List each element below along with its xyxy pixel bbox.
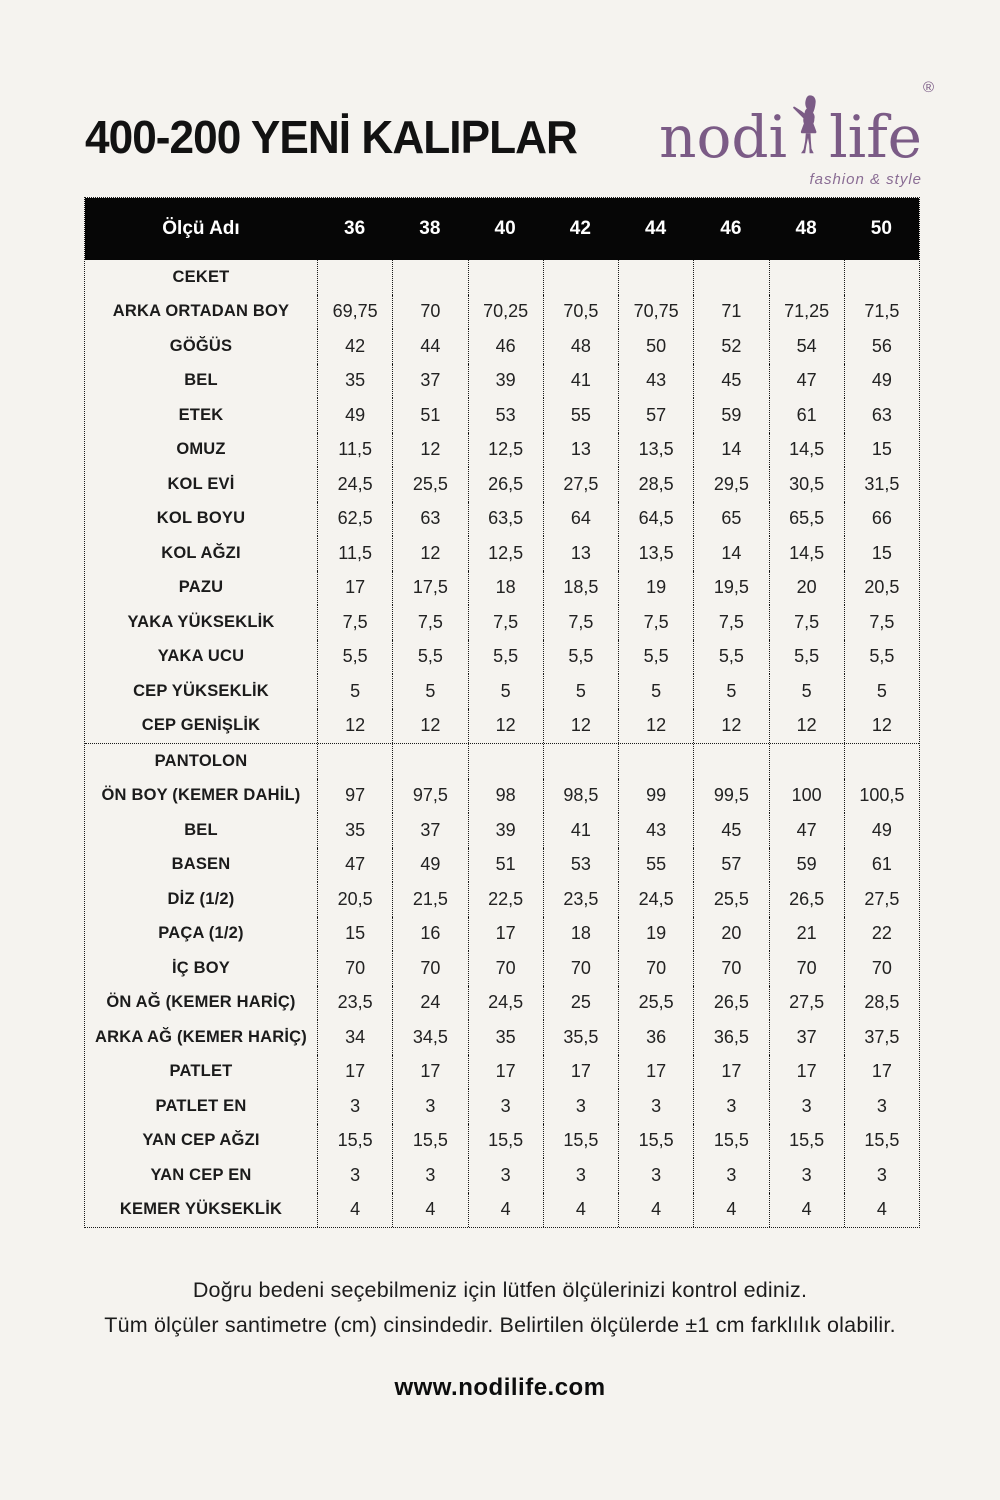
logo-tagline: fashion & style xyxy=(809,170,922,188)
size-value-cell: 51 xyxy=(392,398,467,433)
row-label: YAN CEP AĞZI xyxy=(142,1131,260,1150)
size-value-cell: 71,5 xyxy=(844,295,919,330)
size-value-cell: 35 xyxy=(317,364,392,399)
row-label: CEP YÜKSEKLİK xyxy=(133,681,269,700)
row-label: CEP GENİŞLİK xyxy=(141,716,261,735)
size-value-cell xyxy=(618,744,693,779)
size-value-cell: 55 xyxy=(618,848,693,883)
size-value-cell: 43 xyxy=(618,364,693,399)
column-header-size: 42 xyxy=(569,218,591,239)
size-value-cell: 12 xyxy=(769,709,844,744)
size-value-cell: 26,5 xyxy=(769,882,844,917)
row-label: KOL AĞZI xyxy=(161,543,241,562)
row-label: PATLET xyxy=(169,1062,233,1081)
size-value-cell xyxy=(543,744,618,779)
size-value-cell: 22,5 xyxy=(468,882,543,917)
size-value-cell: 17 xyxy=(317,571,392,606)
size-value-cell: 37 xyxy=(769,1020,844,1055)
size-value-cell: 5 xyxy=(618,674,693,709)
size-value-cell: 15 xyxy=(844,433,919,468)
logo-text-nodi: nodi xyxy=(659,103,788,172)
column-header-size: 40 xyxy=(494,218,516,239)
size-value-cell: 71,25 xyxy=(769,295,844,330)
page-title: 400-200 YENİ KALIPLAR xyxy=(85,111,577,163)
row-label: BEL xyxy=(184,371,218,390)
column-header-size: 38 xyxy=(419,218,441,239)
size-value-cell: 53 xyxy=(468,398,543,433)
column-header-size: 48 xyxy=(795,218,817,239)
size-value-cell: 12,5 xyxy=(468,536,543,571)
size-value-cell: 3 xyxy=(468,1158,543,1193)
brand-logo xyxy=(659,78,934,188)
size-value-cell: 15,5 xyxy=(543,1124,618,1159)
size-value-cell: 64 xyxy=(543,502,618,537)
size-value-cell: 17 xyxy=(317,1055,392,1090)
size-value-cell: 46 xyxy=(468,329,543,364)
website-url: www.nodilife.com xyxy=(394,1374,606,1401)
size-table xyxy=(84,197,920,1228)
size-value-cell xyxy=(392,260,467,295)
size-value-cell: 4 xyxy=(392,1193,467,1228)
size-value-cell: 7,5 xyxy=(844,605,919,640)
size-value-cell xyxy=(769,744,844,779)
row-label: PATLET EN xyxy=(155,1096,247,1115)
size-value-cell: 3 xyxy=(317,1158,392,1193)
woman-silhouette-icon xyxy=(789,87,827,165)
size-value-cell: 22 xyxy=(844,917,919,952)
size-value-cell xyxy=(769,260,844,295)
size-value-cell: 5 xyxy=(543,674,618,709)
size-value-cell: 17 xyxy=(769,1055,844,1090)
size-value-cell: 97,5 xyxy=(392,779,467,814)
size-value-cell: 35,5 xyxy=(543,1020,618,1055)
row-label: BASEN xyxy=(171,855,231,874)
size-value-cell: 34,5 xyxy=(392,1020,467,1055)
size-value-cell: 3 xyxy=(618,1089,693,1124)
size-value-cell: 56 xyxy=(844,329,919,364)
size-value-cell: 5 xyxy=(468,674,543,709)
size-value-cell: 36,5 xyxy=(693,1020,768,1055)
page-footer xyxy=(0,1278,1000,1402)
size-value-cell: 70 xyxy=(543,951,618,986)
size-value-cell: 63,5 xyxy=(468,502,543,537)
size-value-cell: 20,5 xyxy=(844,571,919,606)
row-label: OMUZ xyxy=(176,440,226,459)
size-value-cell: 70 xyxy=(392,295,467,330)
size-value-cell: 14 xyxy=(693,536,768,571)
size-value-cell: 17 xyxy=(468,1055,543,1090)
size-value-cell: 12,5 xyxy=(468,433,543,468)
size-value-cell: 5,5 xyxy=(317,640,392,675)
size-value-cell: 61 xyxy=(844,848,919,883)
row-label: KOL BOYU xyxy=(156,509,246,528)
size-value-cell: 3 xyxy=(392,1158,467,1193)
size-value-cell: 7,5 xyxy=(392,605,467,640)
size-value-cell: 34 xyxy=(317,1020,392,1055)
size-value-cell: 98 xyxy=(468,779,543,814)
size-value-cell: 15,5 xyxy=(844,1124,919,1159)
size-value-cell: 24,5 xyxy=(468,986,543,1021)
size-value-cell: 4 xyxy=(543,1193,618,1228)
size-value-cell: 52 xyxy=(693,329,768,364)
size-table-header xyxy=(85,198,919,260)
size-value-cell: 70,5 xyxy=(543,295,618,330)
size-value-cell: 23,5 xyxy=(543,882,618,917)
size-value-cell: 21 xyxy=(769,917,844,952)
size-value-cell: 21,5 xyxy=(392,882,467,917)
size-value-cell: 11,5 xyxy=(317,536,392,571)
size-value-cell: 13 xyxy=(543,536,618,571)
size-value-cell: 25,5 xyxy=(693,882,768,917)
size-value-cell: 12 xyxy=(844,709,919,744)
size-value-cell: 5,5 xyxy=(693,640,768,675)
page-header xyxy=(85,78,934,192)
row-label: ARKA AĞ (KEMER HARİÇ) xyxy=(95,1027,307,1046)
row-label: KEMER YÜKSEKLİK xyxy=(119,1200,283,1219)
size-value-cell: 5,5 xyxy=(618,640,693,675)
size-value-cell: 48 xyxy=(543,329,618,364)
size-value-cell: 15,5 xyxy=(392,1124,467,1159)
size-value-cell: 5,5 xyxy=(543,640,618,675)
size-value-cell: 3 xyxy=(468,1089,543,1124)
size-value-cell: 17 xyxy=(392,1055,467,1090)
size-value-cell: 4 xyxy=(844,1193,919,1228)
row-label: PAÇA (1/2) xyxy=(158,924,244,943)
size-value-cell: 3 xyxy=(769,1158,844,1193)
size-value-cell: 37 xyxy=(392,364,467,399)
size-value-cell: 3 xyxy=(844,1158,919,1193)
size-value-cell: 53 xyxy=(543,848,618,883)
size-value-cell: 16 xyxy=(392,917,467,952)
size-value-cell: 4 xyxy=(693,1193,768,1228)
size-value-cell: 15 xyxy=(844,536,919,571)
size-value-cell: 5 xyxy=(844,674,919,709)
size-value-cell: 12 xyxy=(392,536,467,571)
size-value-cell: 100 xyxy=(769,779,844,814)
size-value-cell: 15,5 xyxy=(769,1124,844,1159)
size-value-cell: 99,5 xyxy=(693,779,768,814)
size-table-body xyxy=(85,260,919,1227)
size-value-cell: 64,5 xyxy=(618,502,693,537)
size-value-cell: 12 xyxy=(693,709,768,744)
size-value-cell: 28,5 xyxy=(618,467,693,502)
row-label: GÖĞÜS xyxy=(169,336,233,355)
size-value-cell: 25,5 xyxy=(618,986,693,1021)
size-value-cell: 17 xyxy=(844,1055,919,1090)
size-value-cell: 12 xyxy=(543,709,618,744)
size-value-cell xyxy=(468,744,543,779)
size-value-cell: 47 xyxy=(317,848,392,883)
size-value-cell: 23,5 xyxy=(317,986,392,1021)
size-value-cell: 7,5 xyxy=(543,605,618,640)
size-value-cell: 47 xyxy=(769,364,844,399)
row-label: YAN CEP EN xyxy=(150,1165,252,1184)
size-value-cell: 65,5 xyxy=(769,502,844,537)
size-value-cell: 11,5 xyxy=(317,433,392,468)
size-value-cell: 4 xyxy=(468,1193,543,1228)
column-header-size: 44 xyxy=(645,218,667,239)
size-value-cell: 19 xyxy=(618,571,693,606)
column-header-measure-name: Ölçü Adı xyxy=(162,218,240,239)
size-value-cell: 13 xyxy=(543,433,618,468)
size-value-cell: 61 xyxy=(769,398,844,433)
size-value-cell: 44 xyxy=(392,329,467,364)
size-value-cell: 20,5 xyxy=(317,882,392,917)
size-value-cell: 14,5 xyxy=(769,536,844,571)
size-value-cell: 17 xyxy=(693,1055,768,1090)
size-value-cell: 12 xyxy=(618,709,693,744)
size-value-cell: 70 xyxy=(769,951,844,986)
size-value-cell: 30,5 xyxy=(769,467,844,502)
size-value-cell: 69,75 xyxy=(317,295,392,330)
size-value-cell xyxy=(844,260,919,295)
size-value-cell: 37,5 xyxy=(844,1020,919,1055)
size-value-cell: 70 xyxy=(618,951,693,986)
size-value-cell: 19,5 xyxy=(693,571,768,606)
size-value-cell: 5,5 xyxy=(392,640,467,675)
size-value-cell: 45 xyxy=(693,364,768,399)
size-value-cell: 98,5 xyxy=(543,779,618,814)
size-value-cell: 7,5 xyxy=(769,605,844,640)
size-value-cell: 27,5 xyxy=(543,467,618,502)
size-value-cell: 17 xyxy=(618,1055,693,1090)
size-value-cell: 5,5 xyxy=(468,640,543,675)
column-header-size: 36 xyxy=(344,218,366,239)
size-value-cell: 70 xyxy=(317,951,392,986)
brand-logo-wordmark xyxy=(659,87,922,172)
size-value-cell: 3 xyxy=(844,1089,919,1124)
size-value-cell: 24,5 xyxy=(317,467,392,502)
row-label: ETEK xyxy=(178,405,224,424)
size-value-cell: 70 xyxy=(468,951,543,986)
size-value-cell: 3 xyxy=(392,1089,467,1124)
size-value-cell: 7,5 xyxy=(468,605,543,640)
size-value-cell: 5 xyxy=(392,674,467,709)
size-value-cell: 5 xyxy=(317,674,392,709)
size-value-cell: 12 xyxy=(468,709,543,744)
size-value-cell: 25 xyxy=(543,986,618,1021)
size-value-cell: 37 xyxy=(392,813,467,848)
size-value-cell: 49 xyxy=(392,848,467,883)
size-value-cell: 5 xyxy=(693,674,768,709)
row-label: DİZ (1/2) xyxy=(167,889,235,908)
size-value-cell: 25,5 xyxy=(392,467,467,502)
size-value-cell: 5,5 xyxy=(844,640,919,675)
size-value-cell: 100,5 xyxy=(844,779,919,814)
column-header-size: 50 xyxy=(870,218,892,239)
size-value-cell: 43 xyxy=(618,813,693,848)
registered-trademark-icon: ® xyxy=(922,78,934,96)
row-label: BEL xyxy=(184,820,218,839)
size-value-cell: 54 xyxy=(769,329,844,364)
logo-text-life: life xyxy=(829,103,922,172)
row-label: ARKA ORTADAN BOY xyxy=(112,302,290,321)
row-label: ÖN BOY (KEMER DAHİL) xyxy=(101,786,301,805)
size-value-cell: 42 xyxy=(317,329,392,364)
size-value-cell: 59 xyxy=(769,848,844,883)
size-value-cell: 47 xyxy=(769,813,844,848)
size-value-cell: 59 xyxy=(693,398,768,433)
size-value-cell: 24 xyxy=(392,986,467,1021)
size-value-cell xyxy=(693,260,768,295)
size-value-cell: 18 xyxy=(543,917,618,952)
size-value-cell: 63 xyxy=(844,398,919,433)
row-label: YAKA UCU xyxy=(157,647,245,666)
size-value-cell: 15,5 xyxy=(468,1124,543,1159)
size-value-cell: 7,5 xyxy=(618,605,693,640)
size-value-cell xyxy=(317,260,392,295)
footer-note-line1: Doğru bedeni seçebilmeniz için lütfen ölçülerinizi kontrol ediniz. xyxy=(192,1278,808,1302)
size-value-cell: 39 xyxy=(468,813,543,848)
size-value-cell: 62,5 xyxy=(317,502,392,537)
size-value-cell: 49 xyxy=(844,813,919,848)
size-value-cell: 5 xyxy=(769,674,844,709)
row-label: İÇ BOY xyxy=(171,958,231,977)
size-value-cell: 3 xyxy=(693,1158,768,1193)
size-value-cell: 70,25 xyxy=(468,295,543,330)
footer-note-line2: Tüm ölçüler santimetre (cm) cinsindedir. Belirtilen ölçülerde ±1 cm farklılık olabilir. xyxy=(104,1313,896,1337)
size-value-cell: 3 xyxy=(769,1089,844,1124)
size-value-cell: 57 xyxy=(693,848,768,883)
size-value-cell: 3 xyxy=(317,1089,392,1124)
size-value-cell: 17 xyxy=(543,1055,618,1090)
size-value-cell: 26,5 xyxy=(468,467,543,502)
size-value-cell: 3 xyxy=(543,1158,618,1193)
size-value-cell: 41 xyxy=(543,364,618,399)
size-value-cell: 5,5 xyxy=(769,640,844,675)
size-value-cell: 15,5 xyxy=(693,1124,768,1159)
size-value-cell xyxy=(317,744,392,779)
size-value-cell xyxy=(693,744,768,779)
size-value-cell: 35 xyxy=(317,813,392,848)
size-value-cell: 3 xyxy=(693,1089,768,1124)
size-value-cell: 15,5 xyxy=(317,1124,392,1159)
section-title: CEKET xyxy=(172,267,230,286)
size-value-cell xyxy=(543,260,618,295)
size-value-cell: 65 xyxy=(693,502,768,537)
size-value-cell xyxy=(844,744,919,779)
size-value-cell: 27,5 xyxy=(844,882,919,917)
size-value-cell: 70 xyxy=(844,951,919,986)
size-value-cell: 28,5 xyxy=(844,986,919,1021)
size-value-cell: 70,75 xyxy=(618,295,693,330)
size-value-cell xyxy=(618,260,693,295)
size-value-cell: 31,5 xyxy=(844,467,919,502)
size-value-cell: 55 xyxy=(543,398,618,433)
column-header-size: 46 xyxy=(720,218,742,239)
size-value-cell: 49 xyxy=(317,398,392,433)
size-value-cell: 24,5 xyxy=(618,882,693,917)
size-value-cell: 17 xyxy=(468,917,543,952)
size-value-cell: 17,5 xyxy=(392,571,467,606)
size-value-cell: 12 xyxy=(317,709,392,744)
size-value-cell: 99 xyxy=(618,779,693,814)
size-value-cell: 63 xyxy=(392,502,467,537)
size-value-cell: 27,5 xyxy=(769,986,844,1021)
size-value-cell: 57 xyxy=(618,398,693,433)
size-value-cell: 15 xyxy=(317,917,392,952)
size-value-cell: 19 xyxy=(618,917,693,952)
size-value-cell: 26,5 xyxy=(693,986,768,1021)
size-value-cell xyxy=(468,260,543,295)
row-label: PAZU xyxy=(178,578,224,597)
size-value-cell: 97 xyxy=(317,779,392,814)
size-value-cell: 29,5 xyxy=(693,467,768,502)
size-value-cell: 39 xyxy=(468,364,543,399)
size-value-cell: 49 xyxy=(844,364,919,399)
size-value-cell: 12 xyxy=(392,709,467,744)
size-value-cell: 4 xyxy=(618,1193,693,1228)
size-value-cell xyxy=(392,744,467,779)
size-value-cell: 20 xyxy=(693,917,768,952)
size-value-cell: 70 xyxy=(693,951,768,986)
row-label: KOL EVİ xyxy=(167,474,235,493)
size-value-cell: 13,5 xyxy=(618,433,693,468)
row-label: YAKA YÜKSEKLİK xyxy=(127,612,275,631)
size-value-cell: 35 xyxy=(468,1020,543,1055)
size-value-cell: 15,5 xyxy=(618,1124,693,1159)
size-value-cell: 36 xyxy=(618,1020,693,1055)
size-value-cell: 71 xyxy=(693,295,768,330)
size-value-cell: 4 xyxy=(317,1193,392,1228)
section-title: PANTOLON xyxy=(154,751,248,770)
size-value-cell: 14 xyxy=(693,433,768,468)
size-value-cell: 14,5 xyxy=(769,433,844,468)
size-value-cell: 70 xyxy=(392,951,467,986)
size-value-cell: 41 xyxy=(543,813,618,848)
size-value-cell: 18,5 xyxy=(543,571,618,606)
size-value-cell: 7,5 xyxy=(693,605,768,640)
size-value-cell: 4 xyxy=(769,1193,844,1228)
size-value-cell: 50 xyxy=(618,329,693,364)
size-value-cell: 12 xyxy=(392,433,467,468)
size-value-cell: 51 xyxy=(468,848,543,883)
size-value-cell: 3 xyxy=(543,1089,618,1124)
size-value-cell: 18 xyxy=(468,571,543,606)
size-value-cell: 20 xyxy=(769,571,844,606)
row-label: ÖN AĞ (KEMER HARİÇ) xyxy=(106,993,296,1012)
size-value-cell: 13,5 xyxy=(618,536,693,571)
size-value-cell: 45 xyxy=(693,813,768,848)
size-value-cell: 66 xyxy=(844,502,919,537)
size-value-cell: 3 xyxy=(618,1158,693,1193)
size-value-cell: 7,5 xyxy=(317,605,392,640)
